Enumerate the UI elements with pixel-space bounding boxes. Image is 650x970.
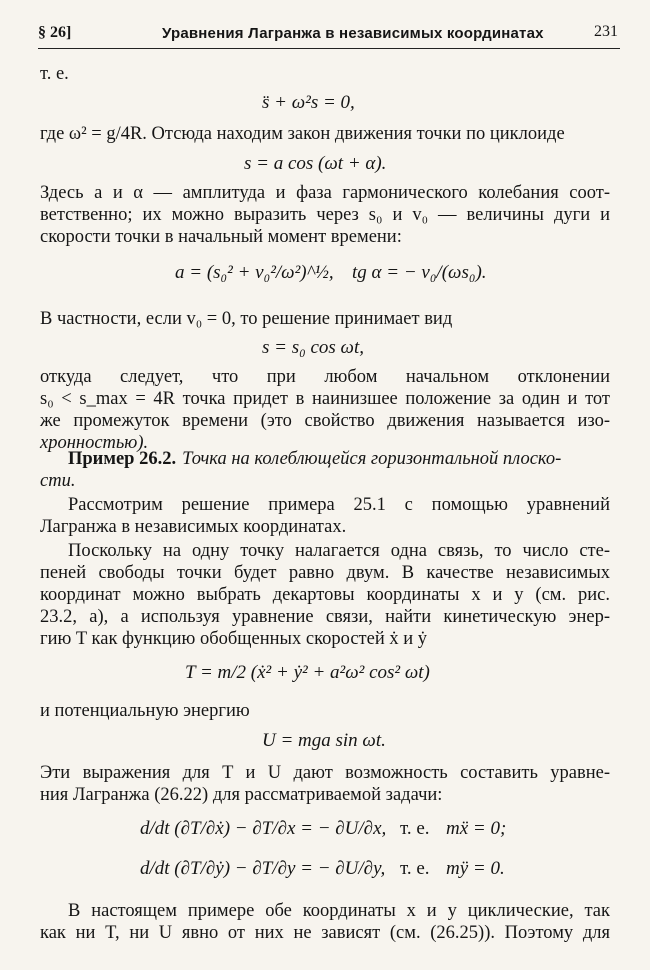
equation-8-lagrange-y: d/dt (∂T/∂ẏ) − ∂T/∂y = − ∂U/∂y, bbox=[140, 858, 386, 879]
text-potential: и потенциальную энергию bbox=[40, 701, 250, 721]
section-number: § 26] bbox=[38, 24, 72, 41]
text-para1-line2: ветственно; их можно выразить через s₀ и v₀ — величины дуги и bbox=[40, 205, 610, 225]
example-label: Пример 26.2. bbox=[68, 449, 177, 469]
text-since-line2: пеней свободы точки будет равно двум. В качестве независимых bbox=[40, 563, 610, 583]
text-since-line3: координат можно выбрать декартовы координаты x и y (см. рис. bbox=[40, 585, 610, 605]
equation-4: s = s₀ cos ωt, bbox=[262, 337, 364, 358]
running-title: Уравнения Лагранжа в независимых координатах bbox=[162, 25, 544, 42]
text-these-line1: Эти выражения для T и U дают возможность составить уравне- bbox=[40, 763, 610, 783]
text-te: т. е. bbox=[40, 64, 69, 84]
text-para1-line3: скорости точки в начальный момент времени: bbox=[40, 227, 402, 247]
equation-8-result: mÿ = 0. bbox=[446, 858, 505, 879]
equation-7-te: т. е. bbox=[400, 818, 430, 839]
text-consider-line1: Рассмотрим решение примера 25.1 с помощью уравнений bbox=[68, 495, 610, 515]
equation-7-result: mẍ = 0; bbox=[446, 818, 507, 839]
text-para1-line1: Здесь a и α — амплитуда и фаза гармонического колебания соот- bbox=[40, 183, 610, 203]
text-these-line2: ния Лагранжа (26.22) для рассматриваемой задачи: bbox=[40, 785, 443, 805]
text-follows-line4: хронностью). bbox=[40, 433, 149, 453]
example-heading bbox=[68, 448, 610, 470]
example-title-line1: Точка на колеблющейся горизонтальной плоско- bbox=[182, 449, 562, 469]
equation-2: s = a cos (ωt + α). bbox=[244, 153, 387, 174]
text-where-omega: где ω² = g/4R. Отсюда находим закон движения точки по циклоиде bbox=[40, 124, 565, 144]
text-follows-line1: откуда следует, что при любом начальном отклонении bbox=[40, 367, 610, 387]
equation-6-potential-energy: U = mga sin ωt. bbox=[262, 730, 386, 751]
page-header bbox=[38, 22, 620, 49]
equation-3-phase: tg α = − v₀/(ωs₀). bbox=[352, 262, 487, 283]
equation-1: s̈ + ω²s = 0, bbox=[262, 92, 355, 113]
equation-7-lagrange-x: d/dt (∂T/∂ẋ) − ∂T/∂x = − ∂U/∂x, bbox=[140, 818, 387, 839]
example-title-line2: сти. bbox=[40, 471, 76, 491]
equation-5-kinetic-energy: T = m/2 (ẋ² + ẏ² + a²ω² cos² ωt) bbox=[185, 662, 430, 683]
text-since-line5: гию T как функцию обобщенных скоростей ẋ и ẏ bbox=[40, 629, 428, 649]
text-since-line1: Поскольку на одну точку налагается одна связь, то число сте- bbox=[68, 541, 610, 561]
equation-8-te: т. е. bbox=[400, 858, 430, 879]
page-number: 231 bbox=[594, 23, 618, 40]
text-since-line4: 23.2, a), а используя уравнение связи, найти кинетическую энер- bbox=[40, 607, 610, 627]
equation-3-amplitude: a = (s₀² + v₀²/ω²)^½, bbox=[175, 262, 334, 283]
text-consider-line2: Лагранжа в независимых координатах. bbox=[40, 517, 347, 537]
text-present-line1: В настоящем примере обе координаты x и y циклические, так bbox=[68, 901, 610, 921]
text-present-line2: как ни T, ни U явно от них не зависят (см. (26.25)). Поэтому для bbox=[40, 923, 610, 943]
text-follows-line3: же промежуток времени (это свойство движения называется изо- bbox=[40, 411, 610, 431]
text-follows-line2: s₀ < s_max = 4R точка придет в наинизшее положение за один и тот bbox=[40, 389, 610, 409]
text-particular: В частности, если v₀ = 0, то решение принимает вид bbox=[40, 309, 453, 329]
